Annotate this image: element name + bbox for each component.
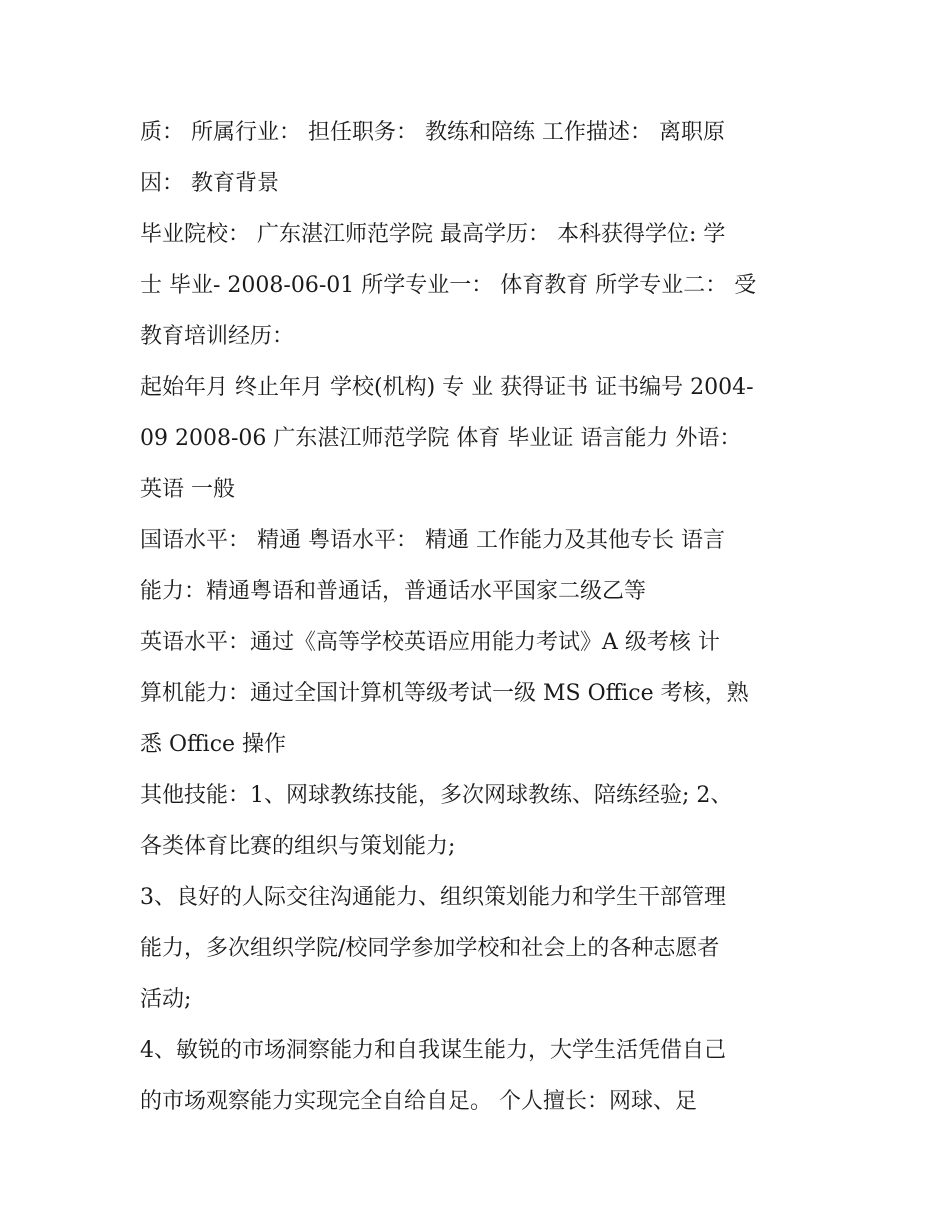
text-line: 质： 所属行业： 担任职务： 教练和陪练 工作描述： 离职原 xyxy=(140,120,725,145)
text-line: 各类体育比赛的组织与策划能力; xyxy=(140,834,456,859)
text-line: 毕业院校： 广东湛江师范学院 最高学历： 本科获得学位: 学 xyxy=(140,222,726,247)
text-line: 英语 一般 xyxy=(140,477,235,502)
text-line: 09 2008-06 广东湛江师范学院 体育 毕业证 语言能力 外语： xyxy=(140,426,742,451)
text-line: 起始年月 终止年月 学校(机构) 专 业 获得证书 证书编号 2004- xyxy=(140,375,754,400)
text-line: 士 毕业- 2008-06-01 所学专业一： 体育教育 所学专业二： 受 xyxy=(140,273,757,298)
text-line: 因： 教育背景 xyxy=(140,171,279,196)
text-line: 能力，多次组织学院/校同学参加学校和社会上的各种志愿者 xyxy=(140,936,720,961)
text-line: 活动; xyxy=(140,987,192,1012)
text-line: 英语水平：通过《高等学校英语应用能力考试》A 级考核 计 xyxy=(140,630,720,655)
text-line: 教育培训经历： xyxy=(140,324,295,349)
text-line: 国语水平： 精通 粤语水平： 精通 工作能力及其他专长 语言 xyxy=(140,528,725,553)
text-line: 能力：精通粤语和普通话，普通话水平国家二级乙等 xyxy=(140,579,647,604)
text-line: 悉 Office 操作 xyxy=(140,732,287,757)
text-line: 的市场观察能力实现完全自给自足。 个人擅长：网球、足 xyxy=(140,1089,697,1114)
document-body xyxy=(140,107,820,1127)
text-line: 其他技能：1、网球教练技能，多次网球教练、陪练经验; 2、 xyxy=(140,783,733,808)
text-line: 3、良好的人际交往沟通能力、组织策划能力和学生干部管理 xyxy=(140,885,726,910)
text-line: 4、敏锐的市场洞察能力和自我谋生能力，大学生活凭借自己 xyxy=(140,1038,726,1063)
text-line: 算机能力：通过全国计算机等级考试一级 MS Office 考核，熟 xyxy=(140,681,749,706)
